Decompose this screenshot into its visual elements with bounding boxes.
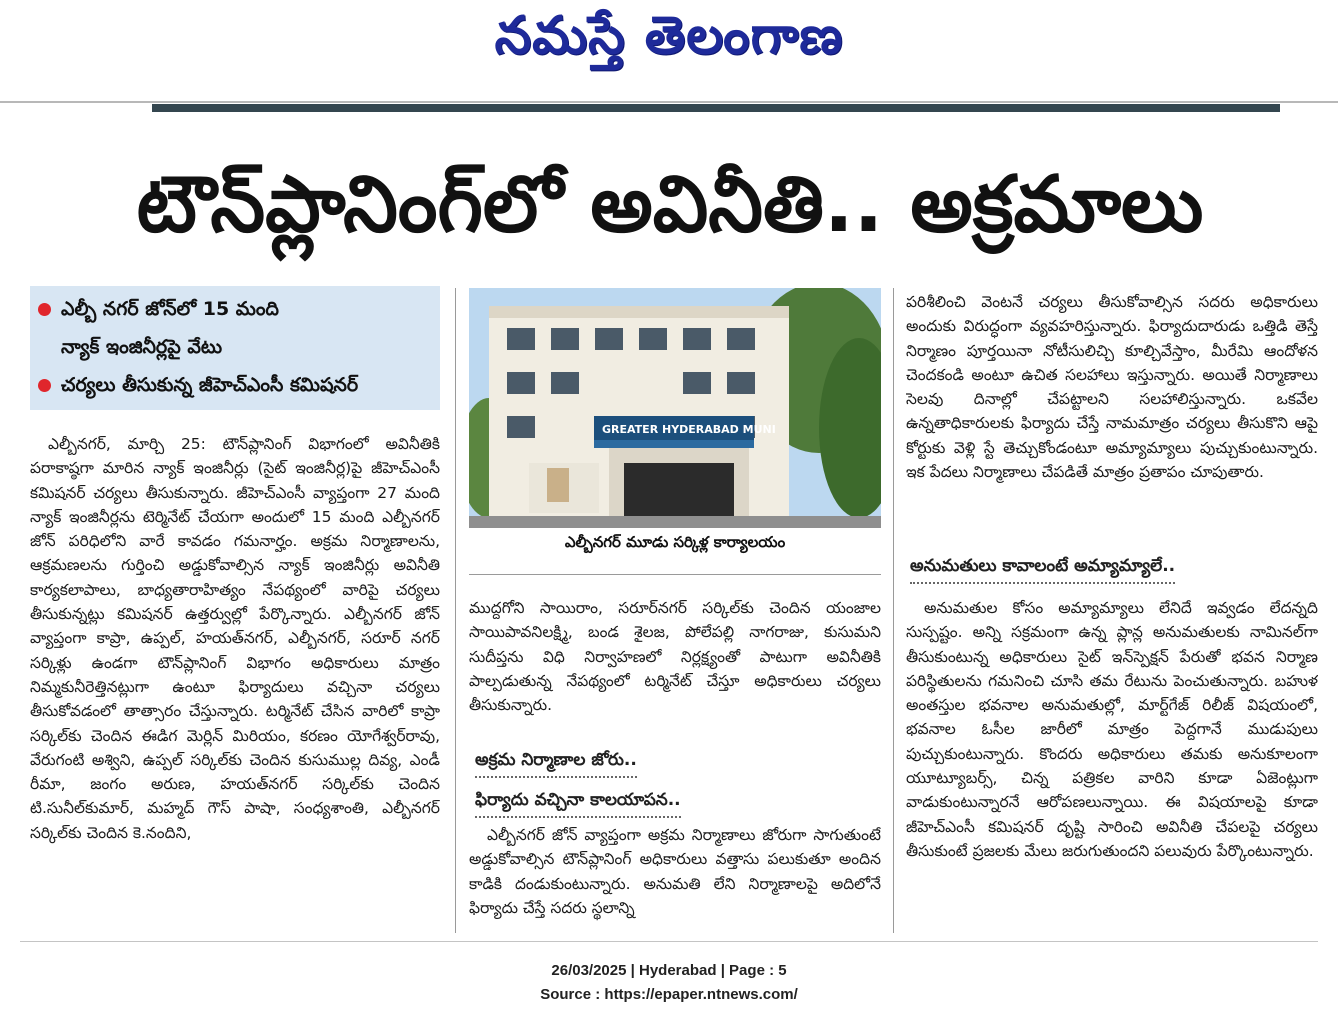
article-headline: టౌన్‌ప్లానింగ్‌లో అవినీతి.. అక్రమాలు bbox=[136, 160, 1204, 250]
masthead-divider bbox=[0, 101, 1338, 103]
building-illustration bbox=[469, 288, 881, 528]
photo-caption: ఎల్బీనగర్ మూడు సర్కిళ్ల కార్యాలయం bbox=[564, 533, 786, 551]
article-column-3b: అనుమతుల కోసం అమ్యామ్యాలు లేనిదే ఇవ్వడం లేదన్నది సుస్పష్టం. అన్ని సక్రమంగా ఉన్న ప్లాన్ల అనుమతులకు నామినల్‌గా తీసుకుంటున్న అధికారులు సైట్ ఇన్‌స్పెక్షన్ పేరుతో భవన నిర్మాణ పరిస్థితులను గమనించి చూసి తమ రేటును పెంచుతున్నారు. బహుళ అంతస్తుల భవనాల అనుమతుల్లో, మార్ట్‌గేజ్ రిలీజ్ విషయంలో, భవనాల ఓసీల జారీలో మాత్రం పెద్దగానే ముడుపులు పుచ్చుకుంటున్నారు. కొందరు అధికారులు తమకు అనుకూలంగా యూట్యూబర్స్, చిన్న పత్రికల వారిని కూడా ఏజెంట్లుగా వాడుకుంటున్నారనే ఆరోపణలున్నాయి. ఈ విషయాలపై కూడా జీహెచ్‌ఎంసీ కమిషనర్ దృష్టి సారించి అవినీతి చేపలపై చర్యలు తీసుకుంటే ప్రజలకు మేలు జరుగుతుందని పలువురు పేర్కొంటున్నారు. bbox=[906, 599, 1318, 860]
masthead bbox=[0, 0, 1338, 90]
article-column-3: పరిశీలించి వెంటనే చర్యలు తీసుకోవాల్సిన సదరు అధికారులు అందుకు విరుద్ధంగా వ్యవహరిస్తున్నారు. ఫిర్యాదుదారుడు ఒత్తిడి తెస్తే నిర్మాణం పూర్తయినా నోటీసులిచ్చి కూల్చివేస్తాం, మీరేమి ఆందోళన చెందకండి అంటూ ఉచిత సలహాలు ఇస్తున్నారు. అయితే నిర్మాణాలు సెలవు దినాల్లో చేపట్టాలని సలహాలిస్తున్నారు. ఒకవేల ఉన్నతాధికారులకు ఫిర్యాదు చేస్తే నామమాత్రం చర్యలు తీసుకొని ఆపై కోర్టుకు వెళ్లి స్టే తెచ్చుకోండంటూ అమ్యామ్యాలు పుచ్చుకుంటున్నారు. ఇక పేదలు నిర్మాణాలు చేపడితే మాత్రం ప్రతాపం చూపుతారు. bbox=[906, 293, 1318, 482]
newspaper-logo: నమస్తే తెలంగాణ bbox=[494, 6, 844, 66]
subheading-illegal-constructions: అక్రమ నిర్మాణాల జోరు.. bbox=[475, 750, 637, 778]
highlight-item: చర్యలు తీసుకున్న జీహెచ్‌ఎంసీ కమిషనర్ bbox=[38, 374, 358, 401]
subheading-bribes-for-permits: అనుమతులు కావాలంటే అమ్యామ్యాలే.. bbox=[910, 556, 1175, 584]
footer-divider bbox=[20, 941, 1318, 942]
footer-source: Source : https://epaper.ntnews.com/ bbox=[540, 986, 798, 1003]
caption-divider bbox=[469, 574, 881, 575]
article-column-2b: ఎల్బీనగర్ జోన్ వ్యాప్తంగా అక్రమ నిర్మాణాలు జోరుగా సాగుతుంటే అడ్డుకోవాల్సిన టౌన్‌ప్లానింగ్ అధికారులు వత్తాసు పలుకుతూ అందిన కాడికి దండుకుంటున్నారు. అనుమతి లేని నిర్మాణాలపై అదిలోనే ఫిర్యాదు చేస్తే సదరు స్థలాన్ని bbox=[469, 826, 881, 917]
office-photo bbox=[469, 288, 881, 528]
bullet-icon bbox=[38, 379, 51, 392]
highlight-item: ఎల్బీ నగర్ జోన్‌లో 15 మంది bbox=[38, 298, 279, 325]
header-bar bbox=[152, 104, 1280, 112]
footer-dateline: 26/03/2025 | Hyderabad | Page : 5 bbox=[551, 962, 787, 979]
sign-text: GREATER HYDERABAD MUNI bbox=[602, 423, 776, 436]
bullet-icon bbox=[38, 303, 51, 316]
column-divider bbox=[455, 288, 456, 933]
highlight-item-continued: న్యాక్ ఇంజినీర్లపై వేటు bbox=[61, 336, 223, 358]
column-divider bbox=[893, 288, 894, 933]
article-column-2: ముద్దగోని సాయిరాం, సరూర్‌నగర్ సర్కిల్‌కు చెందిన యంజాల సాయిపావనిలక్ష్మి, బండ శైలజ, పోలేపల్లి నాగరాజు, కుసుమని సుదీప్తను విధి నిర్వాహణలో నిర్లక్ష్యంతో పాటుగా అవినీతికి పాల్పడుతున్న నేపథ్యంలో టర్మినేట్ చేస్తూ అధికారులు చర్యలు తీసుకున్నారు. bbox=[469, 599, 881, 715]
subheading-complaint-delay: ఫిర్యాదు వచ్చినా కాలయాపన.. bbox=[475, 790, 681, 818]
article-column-1: ఎల్బీనగర్, మార్చి 25: టౌన్‌ప్లానింగ్ విభాగంలో అవినీతికి పరాకాష్ఠగా మారిన న్యాక్ ఇంజినీర్లు (సైట్ ఇంజినీర్ల)పై జీహెచ్‌ఎంసీ కమిషనర్ చర్యలు తీసుకున్నారు. జీహెచ్‌ఎంసీ వ్యాప్తంగా 27 మంది న్యాక్ ఇంజినీర్లను టెర్మినేట్ చేయగా అందులో 15 మంది ఎల్బీనగర్ జోన్ పరిధిలోని వారే కావడం గమనార్హం. అక్రమ నిర్మాణాలను, ఆక్రమణలను గుర్తించి అడ్డుకోవాల్సిన న్యాక్ ఇంజినీర్లు అవినీతి కార్యకలాపాలు, బాధ్యతారాహిత్యం నేపథ్యంలో వారిపై చర్యలు తీసుకున్నట్లు కమిషనర్ ఉత్తర్వుల్లో పేర్కొన్నారు. ఎల్బీనగర్ జోన్ వ్యాప్తంగా కాప్రా, ఉప్పల్, హయత్‌నగర్, ఎల్బీనగర్, సరూర్ నగర్ సర్కిళ్లు ఉండగా టౌన్‌ప్లానింగ్ విభాగం అధికారులు మాత్రం నిమ్మకునీరెత్తినట్లుగా ఉంటూ ఫిర్యాదులు వచ్చినా చర్యలు తీసుకోవడంలో తాత్సారం చేస్తున్నారు. టర్మినేట్ చేసిన వారిలో కాప్రా సర్కిల్‌కు చెందిన ఈడిగ మెర్లిన్ మిరియం, కరణం యోగేశ్వర్‌రావు, వేరుగంటి అశ్విని, ఉప్పల్ సర్కిల్‌కు చెందిన కుసుముల్ల దివ్య, ఎండీ రీమా, జంగం అరుణ, హయత్‌నగర్ సర్కిల్‌కు చెందిన టి.సునీల్‌కుమార్, మహ్మద్ గౌస్ పాషా, సంధ్యశాంతి, ఎల్బీనగర్ సర్కిల్‌కు చెందిన కె.నందిని, bbox=[30, 435, 440, 842]
highlights-box bbox=[30, 286, 440, 410]
